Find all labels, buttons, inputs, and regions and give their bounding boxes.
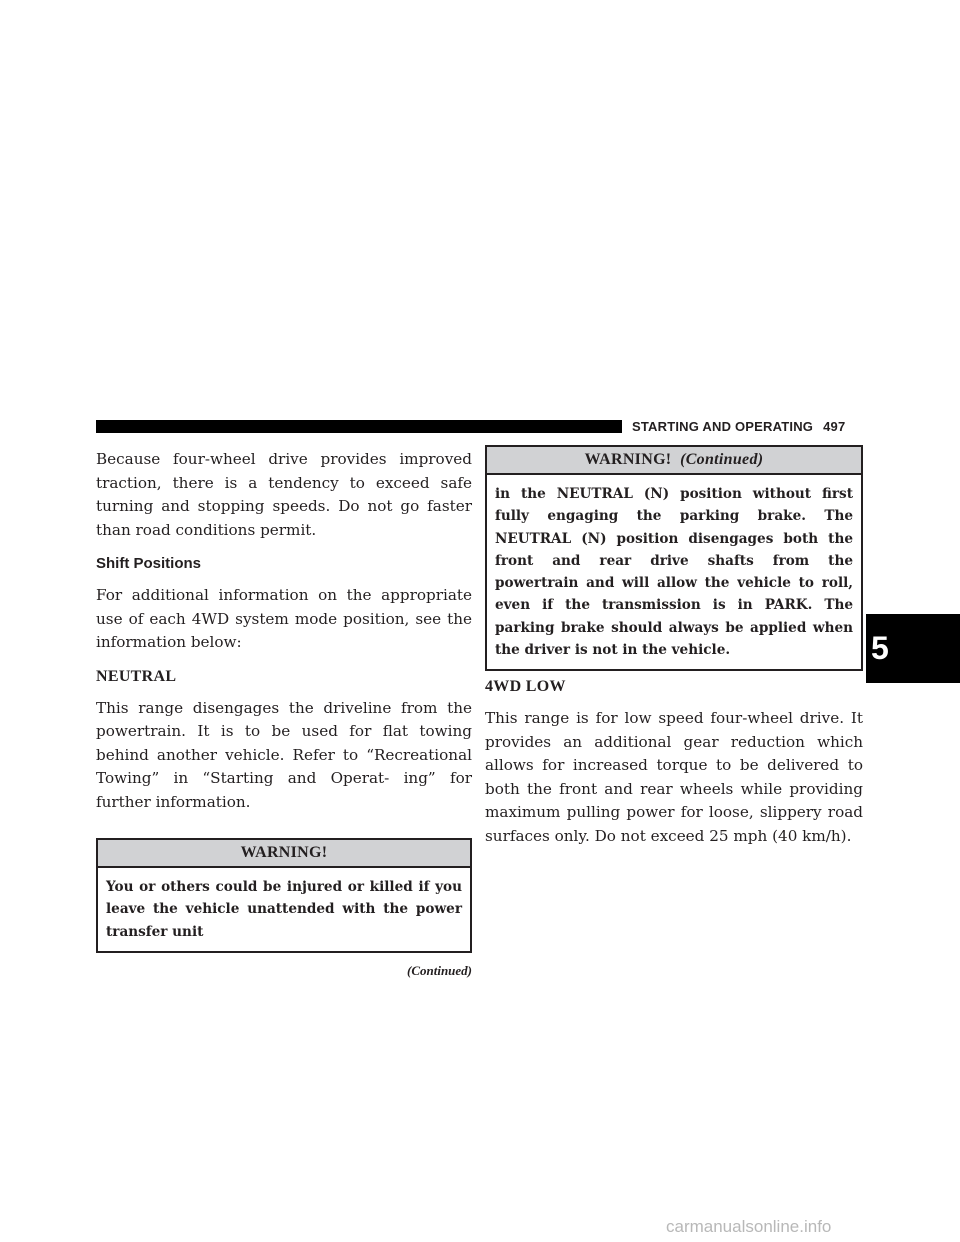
continued-label: (Continued)	[406, 962, 472, 978]
neutral-paragraph: This range disengages the driveline from the powertrain. It is to be used for flat towing behind another vehicle. Refer to “Recreational Towing” in “Starting and Operat- ing” for further information.	[96, 698, 472, 811]
running-header	[632, 419, 845, 435]
intro-paragraph: Because four-wheel drive provides improved traction, there is a tendency to exceed safe turning and stopping speeds. Do not go faster than road conditions permit.	[96, 450, 472, 539]
warning-continued-label: (Continued)	[680, 451, 764, 468]
warning-box	[96, 838, 472, 953]
header-rule	[96, 420, 622, 433]
right-column	[485, 445, 863, 848]
warning-text-continued: in the NEUTRAL (N) position without first fully engaging the parking brake. The NEUTRAL (N) position disengages both the front and rear drive shafts from the powertrain and will allow the vehicle to roll, even if the transmission is in PARK. The parking brake should always be applied when the driver is not in the vehicle.	[495, 486, 853, 659]
page-number: 497	[823, 419, 846, 434]
warning-title-word: WARNING!	[584, 451, 672, 468]
watermark: carmanualsonline.info	[666, 1217, 832, 1236]
warning-title: WARNING!	[98, 840, 470, 868]
4wd-low-paragraph: This range is for low speed four-wheel drive. It provides an additional gear reduction which allows for increased torque to be delivered to both the front and rear wheels while providing maximum pulling power for loose, slippery road surfaces only. Do not exceed 25 mph (40 km/h).	[485, 709, 863, 845]
shift-positions-heading: Shift Positions	[96, 555, 201, 572]
warning-text: You or others could be injured or killed if you leave the vehicle unattended with the power transfer unit	[106, 879, 462, 940]
4wd-low-heading: 4WD LOW	[485, 678, 566, 696]
left-column	[96, 448, 472, 979]
chapter-tab: 5	[866, 614, 960, 683]
warning-title-continued	[487, 447, 861, 475]
shift-positions-paragraph: For additional information on the appropriate use of each 4WD system mode position, see the information below:	[96, 586, 472, 651]
section-title: STARTING AND OPERATING	[632, 419, 814, 434]
warning-box-continued	[485, 445, 863, 671]
neutral-heading: NEUTRAL	[96, 667, 177, 685]
